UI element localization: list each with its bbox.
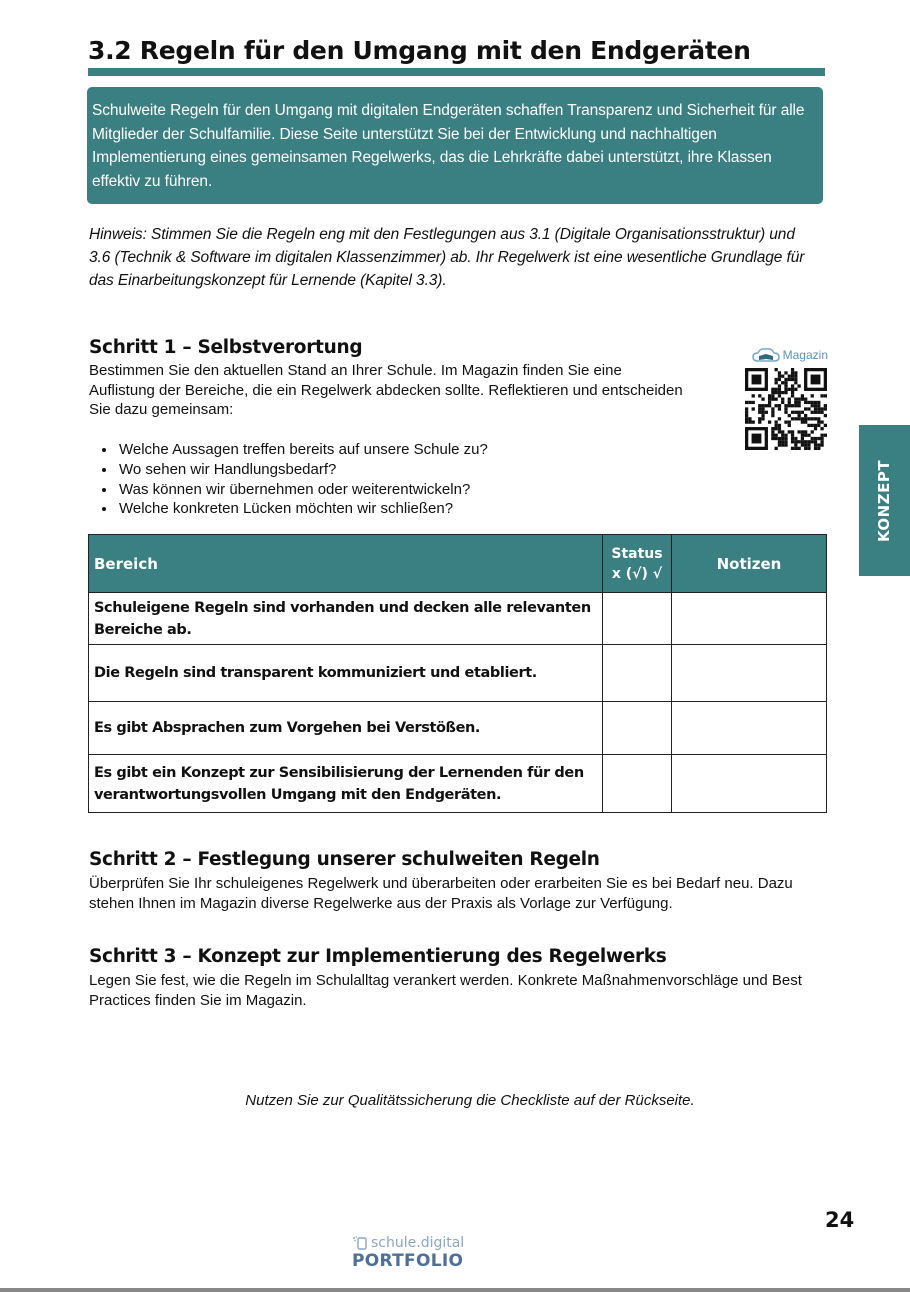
step2-title: Schritt 2 – Festlegung unserer schulweiten Regeln bbox=[89, 849, 600, 870]
title-underline bbox=[88, 68, 825, 76]
tablet-icon bbox=[352, 1236, 368, 1250]
table-row bbox=[89, 645, 827, 702]
step1-title: Schritt 1 – Selbstverortung bbox=[89, 337, 363, 358]
section-tab-label: KONZEPT bbox=[875, 459, 894, 542]
header-status bbox=[603, 535, 672, 593]
cell-bereich: Schuleigene Regeln sind vorhanden und decken alle relevanten Bereiche ab. bbox=[89, 593, 603, 645]
brand-bottom-text: PORTFOLIO bbox=[352, 1251, 464, 1271]
cell-status[interactable] bbox=[603, 702, 672, 755]
table-row bbox=[89, 702, 827, 755]
section-tab-konzept bbox=[859, 425, 910, 576]
brand-logo bbox=[352, 1234, 464, 1271]
cell-status[interactable] bbox=[603, 755, 672, 813]
magazin-label[interactable] bbox=[744, 346, 828, 364]
header-notizen: Notizen bbox=[672, 535, 827, 593]
self-assessment-table bbox=[88, 534, 827, 813]
cell-bereich: Es gibt Absprachen zum Vorgehen bei Verstößen. bbox=[89, 702, 603, 755]
header-status-legend: x (√) √ bbox=[611, 565, 663, 582]
header-bereich: Bereich bbox=[89, 535, 603, 593]
list-item: • Was können wir übernehmen oder weiterentwickeln? bbox=[117, 480, 488, 500]
magazin-text: Magazin bbox=[782, 348, 828, 362]
cell-notizen[interactable] bbox=[672, 645, 827, 702]
list-item: • Wo sehen wir Handlungsbedarf? bbox=[117, 460, 488, 480]
cell-bereich: Die Regeln sind transparent kommuniziert und etabliert. bbox=[89, 645, 603, 702]
brand-top bbox=[352, 1234, 464, 1251]
footer-note: Nutzen Sie zur Qualitätssicherung die Checkliste auf der Rückseite. bbox=[245, 1092, 695, 1109]
magazin-qr-block[interactable] bbox=[744, 346, 828, 450]
cell-status[interactable] bbox=[603, 593, 672, 645]
table-row bbox=[89, 755, 827, 813]
table-header-row bbox=[89, 535, 827, 593]
page-title: 3.2 Regeln für den Umgang mit den Endgeräten bbox=[88, 36, 751, 65]
intro-box bbox=[87, 87, 823, 204]
cell-notizen[interactable] bbox=[672, 702, 827, 755]
page-number: 24 bbox=[825, 1208, 855, 1232]
list-item: • Welche konkreten Lücken möchten wir schließen? bbox=[117, 499, 488, 519]
header-status-label: Status bbox=[611, 545, 663, 562]
step1-text: Bestimmen Sie den aktuellen Stand an Ihrer Schule. Im Magazin finden Sie eine Auflistung der Bereiche, die ein Regelwerk abdecken sollte. Reflektieren und entscheiden Sie dazu gemeinsam: bbox=[89, 362, 683, 418]
cell-bereich: Es gibt ein Konzept zur Sensibilisierung der Lernenden für den verantwortungsvollen Umgang mit den Endgeräten. bbox=[89, 755, 603, 813]
step3-title: Schritt 3 – Konzept zur Implementierung des Regelwerks bbox=[89, 946, 667, 967]
intro-text: Schulweite Regeln für den Umgang mit digitalen Endgeräten schaffen Transparenz und Sicherheit für alle Mitglieder der Schulfamilie. Diese Seite unterstützt Sie bei der Entwicklung und nachhaltigen Implementierung eines gemeinsamen Regelwerks, das die Lehrkräfte dabei unterstützt, ihre Klassen effektiv zu führen. bbox=[92, 102, 805, 190]
cell-notizen[interactable] bbox=[672, 755, 827, 813]
cloud-book-icon bbox=[752, 347, 780, 363]
hint-text: Hinweis: Stimmen Sie die Regeln eng mit den Festlegungen aus 3.1 (Digitale Organisationsstruktur) und 3.6 (Technik & Software im digitalen Klassenzimmer) ab. Ihr Regelwerk ist eine wesentliche Grundlage für das Einarbeitungskonzept für Lernende (Kapitel 3.3). bbox=[89, 226, 805, 289]
question-list bbox=[99, 440, 488, 519]
qr-code-icon[interactable] bbox=[745, 368, 827, 450]
table-row bbox=[89, 593, 827, 645]
cell-notizen[interactable] bbox=[672, 593, 827, 645]
step3-text: Legen Sie fest, wie die Regeln im Schulalltag verankert werden. Konkrete Maßnahmenvorschläge und Best Practices finden Sie im Magazin. bbox=[89, 972, 802, 1009]
page-bottom-edge bbox=[0, 1288, 910, 1292]
step2-text: Überprüfen Sie Ihr schuleigenes Regelwerk und überarbeiten oder erarbeiten Sie es bei Bedarf neu. Dazu stehen Ihnen im Magazin diverse Regelwerke aus der Praxis als Vorlage zur Verfügung. bbox=[89, 875, 793, 912]
list-item: • Welche Aussagen treffen bereits auf unsere Schule zu? bbox=[117, 440, 488, 460]
brand-top-text: schule.digital bbox=[371, 1234, 465, 1251]
cell-status[interactable] bbox=[603, 645, 672, 702]
